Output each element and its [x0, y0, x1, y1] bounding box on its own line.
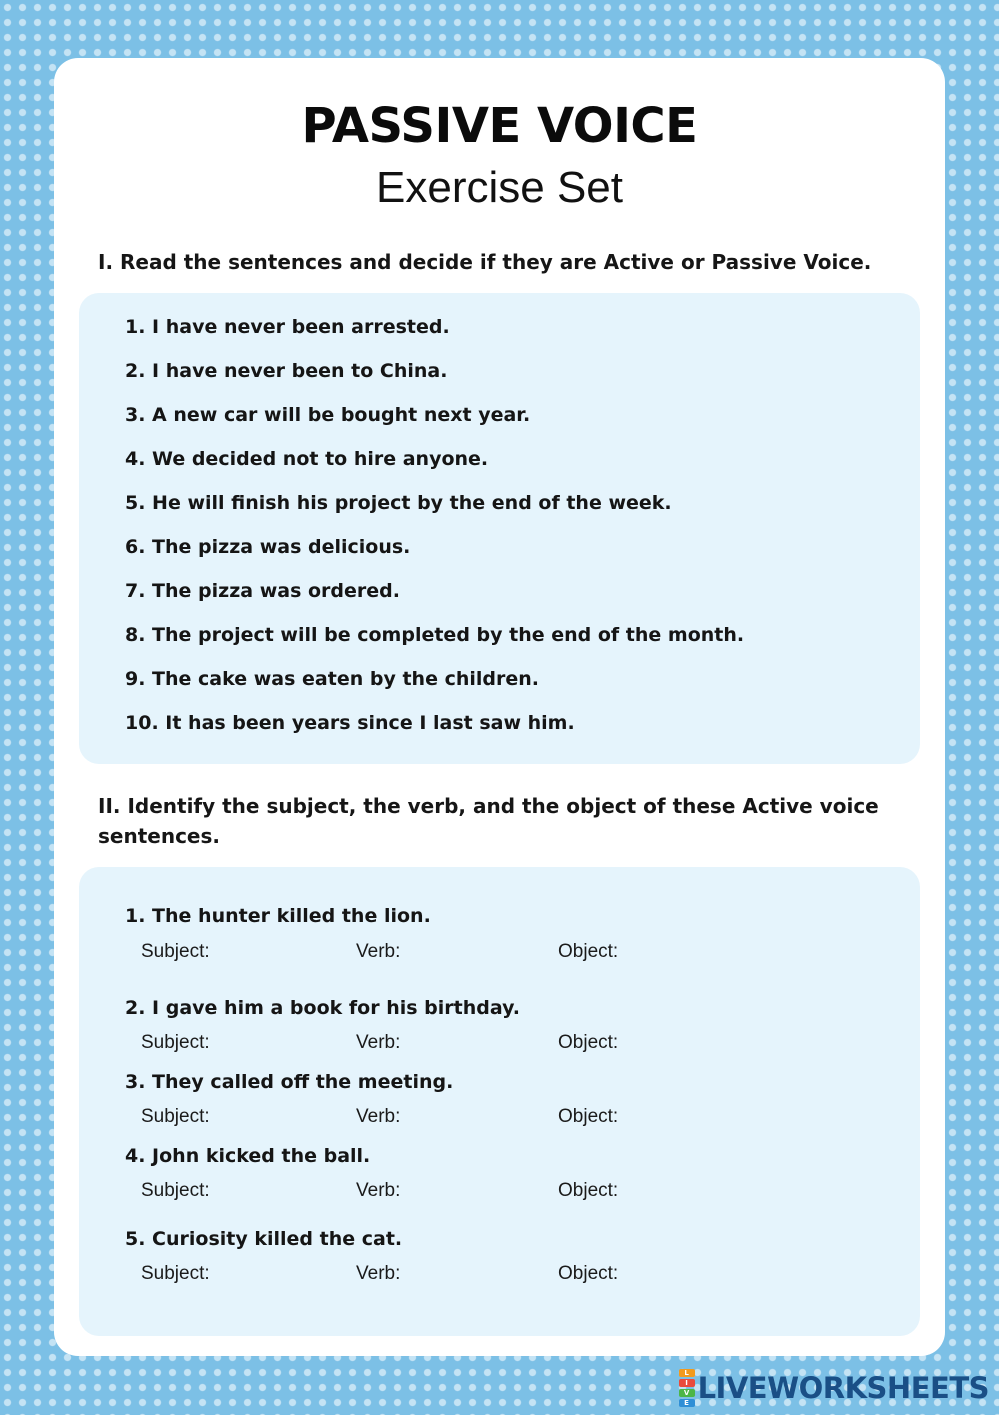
section1-item-3: 3. A new car will be bought next year.	[125, 404, 531, 426]
verb-field-2[interactable]: Verb:	[356, 1032, 401, 1053]
section1-item-8: 8. The project will be completed by the end of the month.	[125, 624, 745, 646]
object-field-4[interactable]: Object:	[558, 1180, 619, 1201]
subject-field-1[interactable]: Subject:	[141, 941, 210, 962]
section1-item-5: 5. He will finish his project by the end of the week.	[125, 492, 672, 514]
subject-field-4[interactable]: Subject:	[141, 1180, 210, 1201]
section1-item-2: 2. I have never been to China.	[125, 360, 448, 382]
logo-letter-e: E	[679, 1399, 695, 1407]
verb-field-5[interactable]: Verb:	[356, 1263, 401, 1284]
section1-panel	[79, 293, 920, 764]
page-title: PASSIVE VOICE	[301, 98, 698, 154]
section1-item-4: 4. We decided not to hire anyone.	[125, 448, 489, 470]
verb-field-3[interactable]: Verb:	[356, 1106, 401, 1127]
section1-item-9: 9. The cake was eaten by the children.	[125, 668, 539, 690]
section2-instruction-line1: II. Identify the subject, the verb, and the object of these Active voice	[98, 794, 879, 818]
section1-item-1: 1. I have never been arrested.	[125, 316, 450, 338]
page-subtitle: Exercise Set	[376, 163, 623, 212]
worksheet-card	[54, 58, 945, 1356]
section2-item-4: 4. John kicked the ball.	[125, 1145, 371, 1167]
verb-field-4[interactable]: Verb:	[356, 1180, 401, 1201]
liveworksheets-logo-icon	[679, 1368, 695, 1408]
object-field-5[interactable]: Object:	[558, 1263, 619, 1284]
section2-instruction-line2: sentences.	[98, 824, 220, 848]
section1-item-6: 6. The pizza was delicious.	[125, 536, 411, 558]
subject-field-5[interactable]: Subject:	[141, 1263, 210, 1284]
object-field-1[interactable]: Object:	[558, 941, 619, 962]
section2-item-3: 3. They called off the meeting.	[125, 1071, 454, 1093]
subject-field-2[interactable]: Subject:	[141, 1032, 210, 1053]
liveworksheets-brand[interactable]	[679, 1371, 989, 1405]
verb-field-1[interactable]: Verb:	[356, 941, 401, 962]
object-field-2[interactable]: Object:	[558, 1032, 619, 1053]
logo-letter-l: L	[679, 1369, 695, 1377]
section1-instruction: I. Read the sentences and decide if they are Active or Passive Voice.	[98, 250, 872, 274]
section2-panel	[79, 867, 920, 1336]
logo-letter-v: V	[679, 1389, 695, 1397]
section2-item-2: 2. I gave him a book for his birthday.	[125, 997, 520, 1019]
section2-item-1: 1. The hunter killed the lion.	[125, 905, 431, 927]
section1-item-7: 7. The pizza was ordered.	[125, 580, 400, 602]
section2-item-5: 5. Curiosity killed the cat.	[125, 1228, 403, 1250]
liveworksheets-wordmark: LIVEWORKSHEETS	[697, 1371, 989, 1405]
subject-field-3[interactable]: Subject:	[141, 1106, 210, 1127]
section1-item-10: 10. It has been years since I last saw him.	[125, 712, 575, 734]
object-field-3[interactable]: Object:	[558, 1106, 619, 1127]
logo-letter-i: I	[679, 1379, 695, 1387]
